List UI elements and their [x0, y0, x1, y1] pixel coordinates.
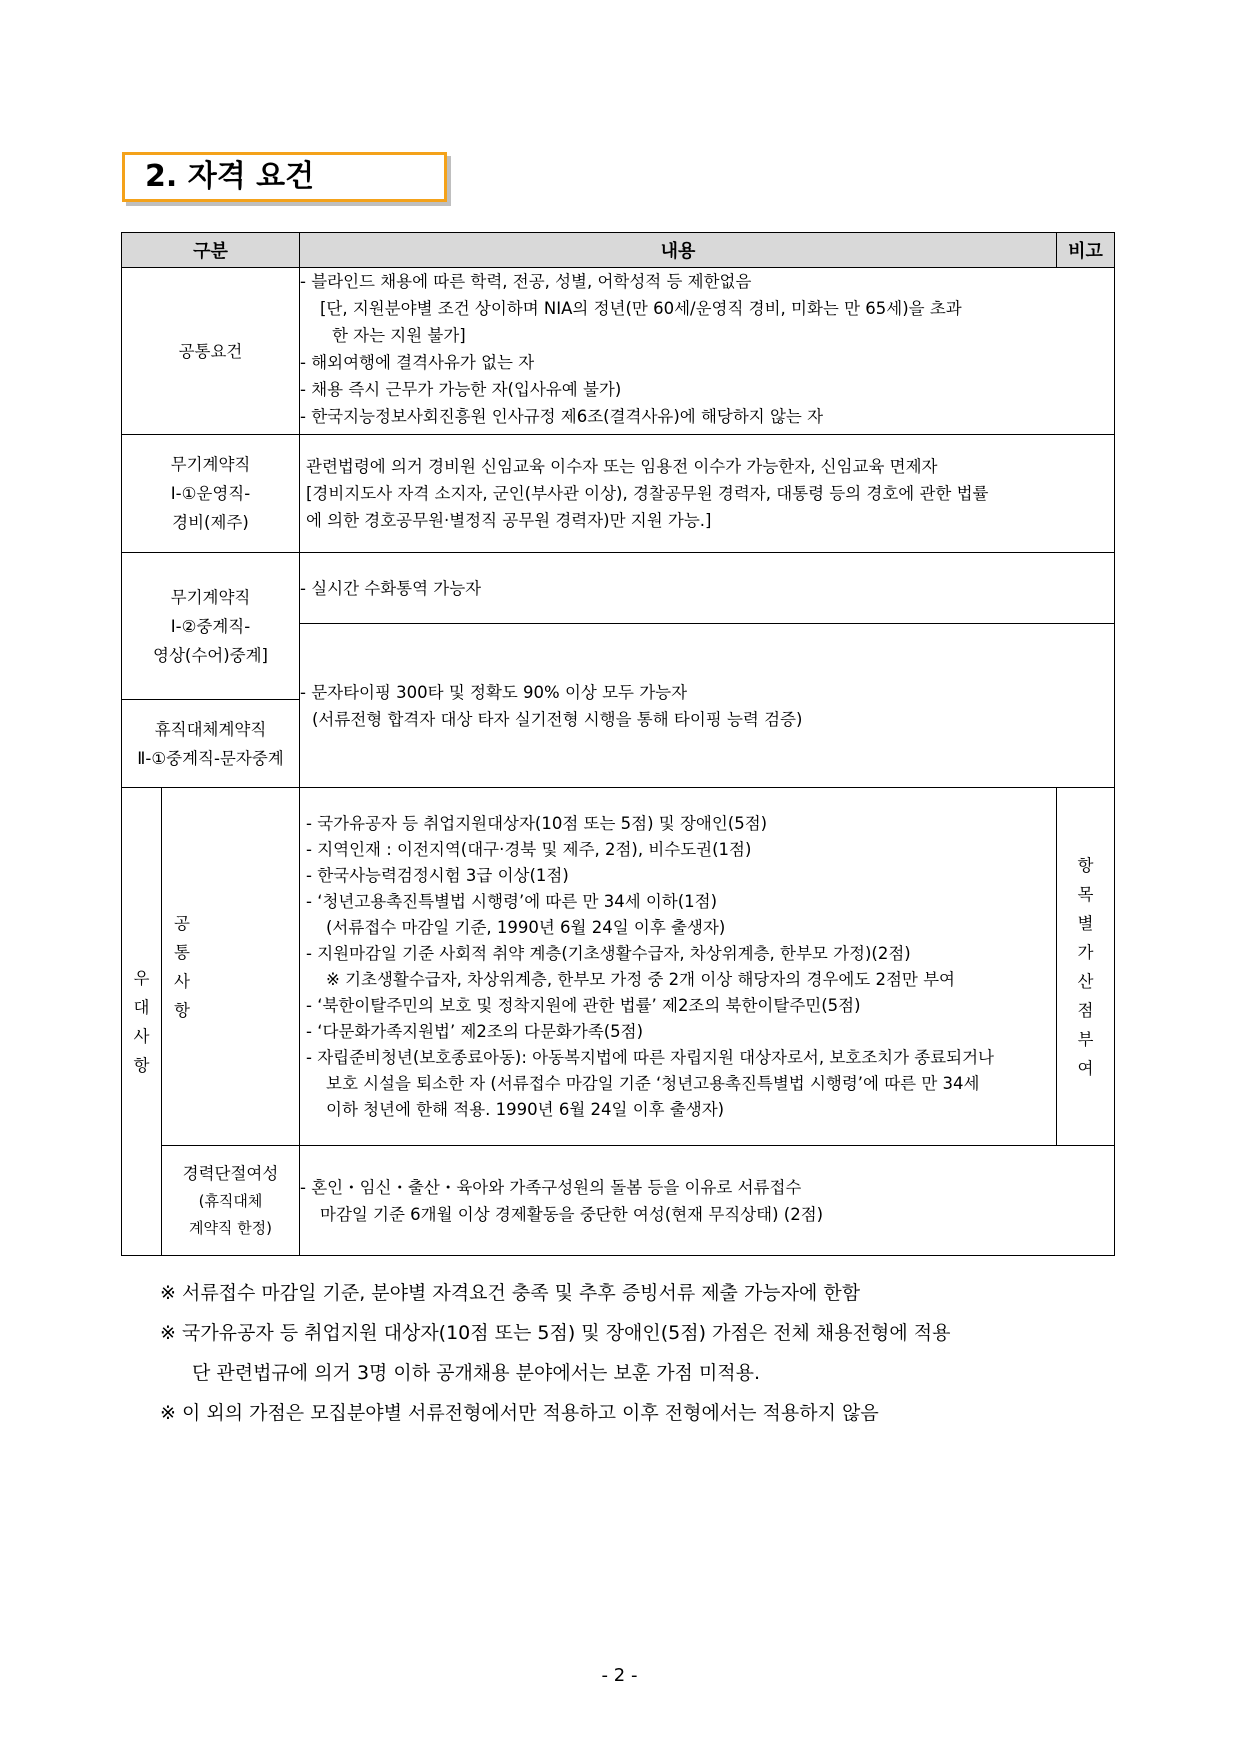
list-item: - 블라인드 채용에 따른 학력, 전공, 성별, 어학성적 등 제한없음: [300, 272, 752, 291]
list-item: - 국가유공자 등 취업지원대상자(10점 또는 5점) 및 장애인(5점): [306, 813, 768, 833]
list-item: - 해외여행에 결격사유가 없는 자: [300, 353, 535, 372]
remark-char: 점: [1077, 1000, 1094, 1020]
label-line: Ⅱ-①중계직-문자중계: [137, 748, 284, 768]
label-char: 항: [133, 1055, 150, 1075]
label-char: 통: [174, 942, 190, 962]
row-label-leave: [122, 700, 300, 788]
remark-char: 부: [1077, 1029, 1094, 1049]
list-item: 보호 시설을 퇴소한 자 (서류접수 마감일 기준 ‘청년고용촉진특별법 시행령’에 따른 만 34세: [326, 1073, 980, 1093]
list-item: 마감일 기준 6개월 이상 경제활동을 중단한 여성(현재 무직상태) (2점): [320, 1204, 824, 1224]
footnote: ※ 서류접수 마감일 기준, 분야별 자격요건 충족 및 추후 증빙서류 제출 가능자에 한함: [160, 1282, 861, 1304]
label-char: 대: [133, 997, 150, 1017]
footnotes: [160, 1273, 950, 1433]
label-line: (휴직대체: [198, 1192, 263, 1210]
list-item: - 실시간 수화통역 가능자: [300, 578, 482, 598]
row-label-relay: [122, 553, 300, 700]
row-content-preference-common: [300, 788, 1057, 1146]
list-item: - ‘청년고용촉진특별법 시행령’에 따른 만 34세 이하(1점): [306, 891, 718, 911]
row-remarks-preference: [1057, 788, 1115, 1146]
label-line: 경력단절여성: [182, 1164, 279, 1183]
footnote: ※ 이 외의 가점은 모집분야별 서류전형에서만 적용하고 이후 전형에서는 적용하지 않음: [160, 1402, 879, 1424]
label-char: 우: [133, 968, 150, 988]
label-line: 경비(제주): [172, 513, 249, 532]
label-line: 영상(수어)중계]: [153, 645, 268, 665]
table-row: [122, 553, 1115, 624]
remark-char: 여: [1077, 1058, 1094, 1078]
row-label-common: 공통요건: [122, 268, 300, 435]
remark-char: 산: [1077, 971, 1094, 991]
row-content-typing: [300, 624, 1115, 788]
page-number: - 2 -: [601, 1665, 638, 1686]
row-label-preference: [122, 788, 162, 1256]
label-line: 무기계약직: [170, 455, 251, 474]
remark-char: 가: [1077, 942, 1094, 962]
list-item: - 채용 즉시 근무가 가능한 자(입사유예 불가): [300, 380, 622, 399]
label-line: 휴직대체계약직: [154, 719, 267, 739]
row-content-common: [300, 268, 1115, 435]
label-char: 항: [174, 1000, 190, 1020]
row-content-sign: [300, 553, 1115, 624]
list-item: - ‘북한이탈주민의 보호 및 정착지원에 관한 법률’ 제2조의 북한이탈주민(5점): [306, 995, 861, 1015]
label-char: 사: [133, 1026, 150, 1046]
list-item: (서류접수 마감일 기준, 1990년 6월 24일 이후 출생자): [326, 917, 726, 937]
table-row: [122, 435, 1115, 553]
table-row: [122, 788, 1115, 1146]
label-line: Ⅰ-②중계직-: [170, 616, 251, 636]
section-title: 2. 자격 요건: [122, 152, 447, 202]
header-category: 구분: [122, 233, 300, 268]
list-item: - 혼인・임신・출산・육아와 가족구성원의 돌봄 등을 이유로 서류접수: [300, 1177, 802, 1197]
table-row: [122, 1146, 1115, 1256]
list-item: 관련법령에 의거 경비원 신임교육 이수자 또는 임용전 이수가 가능한자, 신임교육 면제자: [306, 457, 938, 476]
label-line: 무기계약직: [170, 587, 251, 607]
row-content-career: [300, 1146, 1115, 1256]
label-char: 공: [174, 913, 190, 933]
list-item: [단, 지원분야별 조건 상이하며 NIA의 정년(만 60세/운영직 경비, 미화는 만 65세)을 초과: [320, 299, 962, 318]
list-item: - 한국지능정보사회진흥원 인사규정 제6조(결격사유)에 해당하지 않는 자: [300, 407, 824, 426]
list-item: 한 자는 지원 불가]: [332, 326, 466, 345]
list-item: - 한국사능력검정시험 3급 이상(1점): [306, 865, 569, 885]
header-remarks: 비고: [1057, 233, 1115, 268]
list-item: - ‘다문화가족지원법’ 제2조의 다문화가족(5점): [306, 1021, 644, 1041]
remark-char: 항: [1077, 855, 1094, 875]
row-label-guard: [122, 435, 300, 553]
label-char: 사: [174, 971, 190, 991]
common-label: [162, 909, 202, 1025]
footnote: ※ 국가유공자 등 취업지원 대상자(10점 또는 5점) 및 장애인(5점) 가점은 전체 채용전형에 적용: [160, 1322, 951, 1344]
header-content: 내용: [300, 233, 1057, 268]
remark-char: 별: [1077, 913, 1094, 933]
list-item: ※ 기초생활수급자, 차상위계층, 한부모 가정 중 2개 이상 해당자의 경우에도 2점만 부여: [326, 969, 955, 989]
list-item: - 지역인재 : 이전지역(대구·경북 및 제주, 2점), 비수도권(1점): [306, 839, 752, 859]
table-header-row: [122, 233, 1115, 268]
list-item: - 문자타이핑 300타 및 정확도 90% 이상 모두 가능자: [300, 682, 688, 702]
label-line: 계약직 한정): [188, 1219, 273, 1237]
row-label-preference-common: [162, 788, 300, 1146]
row-label-career: [162, 1146, 300, 1256]
remark-char: 목: [1077, 884, 1094, 904]
footnote: 단 관련법규에 의거 3명 이하 공개채용 분야에서는 보훈 가점 미적용.: [192, 1362, 761, 1384]
table-row: [122, 268, 1115, 435]
list-item: [경비지도사 자격 소지자, 군인(부사관 이상), 경찰공무원 경력자, 대통령 등의 경호에 관한 법률: [306, 484, 989, 503]
row-content-guard: [300, 435, 1115, 553]
list-item: - 자립준비청년(보호종료아동): 아동복지법에 따른 자립지원 대상자로서, 보호조치가 종료되거나: [306, 1047, 994, 1067]
label-line: Ⅰ-①운영직-: [170, 484, 251, 503]
list-item: - 지원마감일 기준 사회적 취약 계층(기초생활수급자, 차상위계층, 한부모 가정)(2점): [306, 943, 911, 963]
list-item: 이하 청년에 한해 적용. 1990년 6월 24일 이후 출생자): [326, 1099, 725, 1119]
list-item: 에 의한 경호공무원·별정직 공무원 경력자)만 지원 가능.]: [306, 511, 712, 530]
list-item: (서류전형 합격자 대상 타자 실기전형 시행을 통해 타이핑 능력 검증): [312, 709, 803, 729]
qualification-table: [121, 232, 1115, 1256]
